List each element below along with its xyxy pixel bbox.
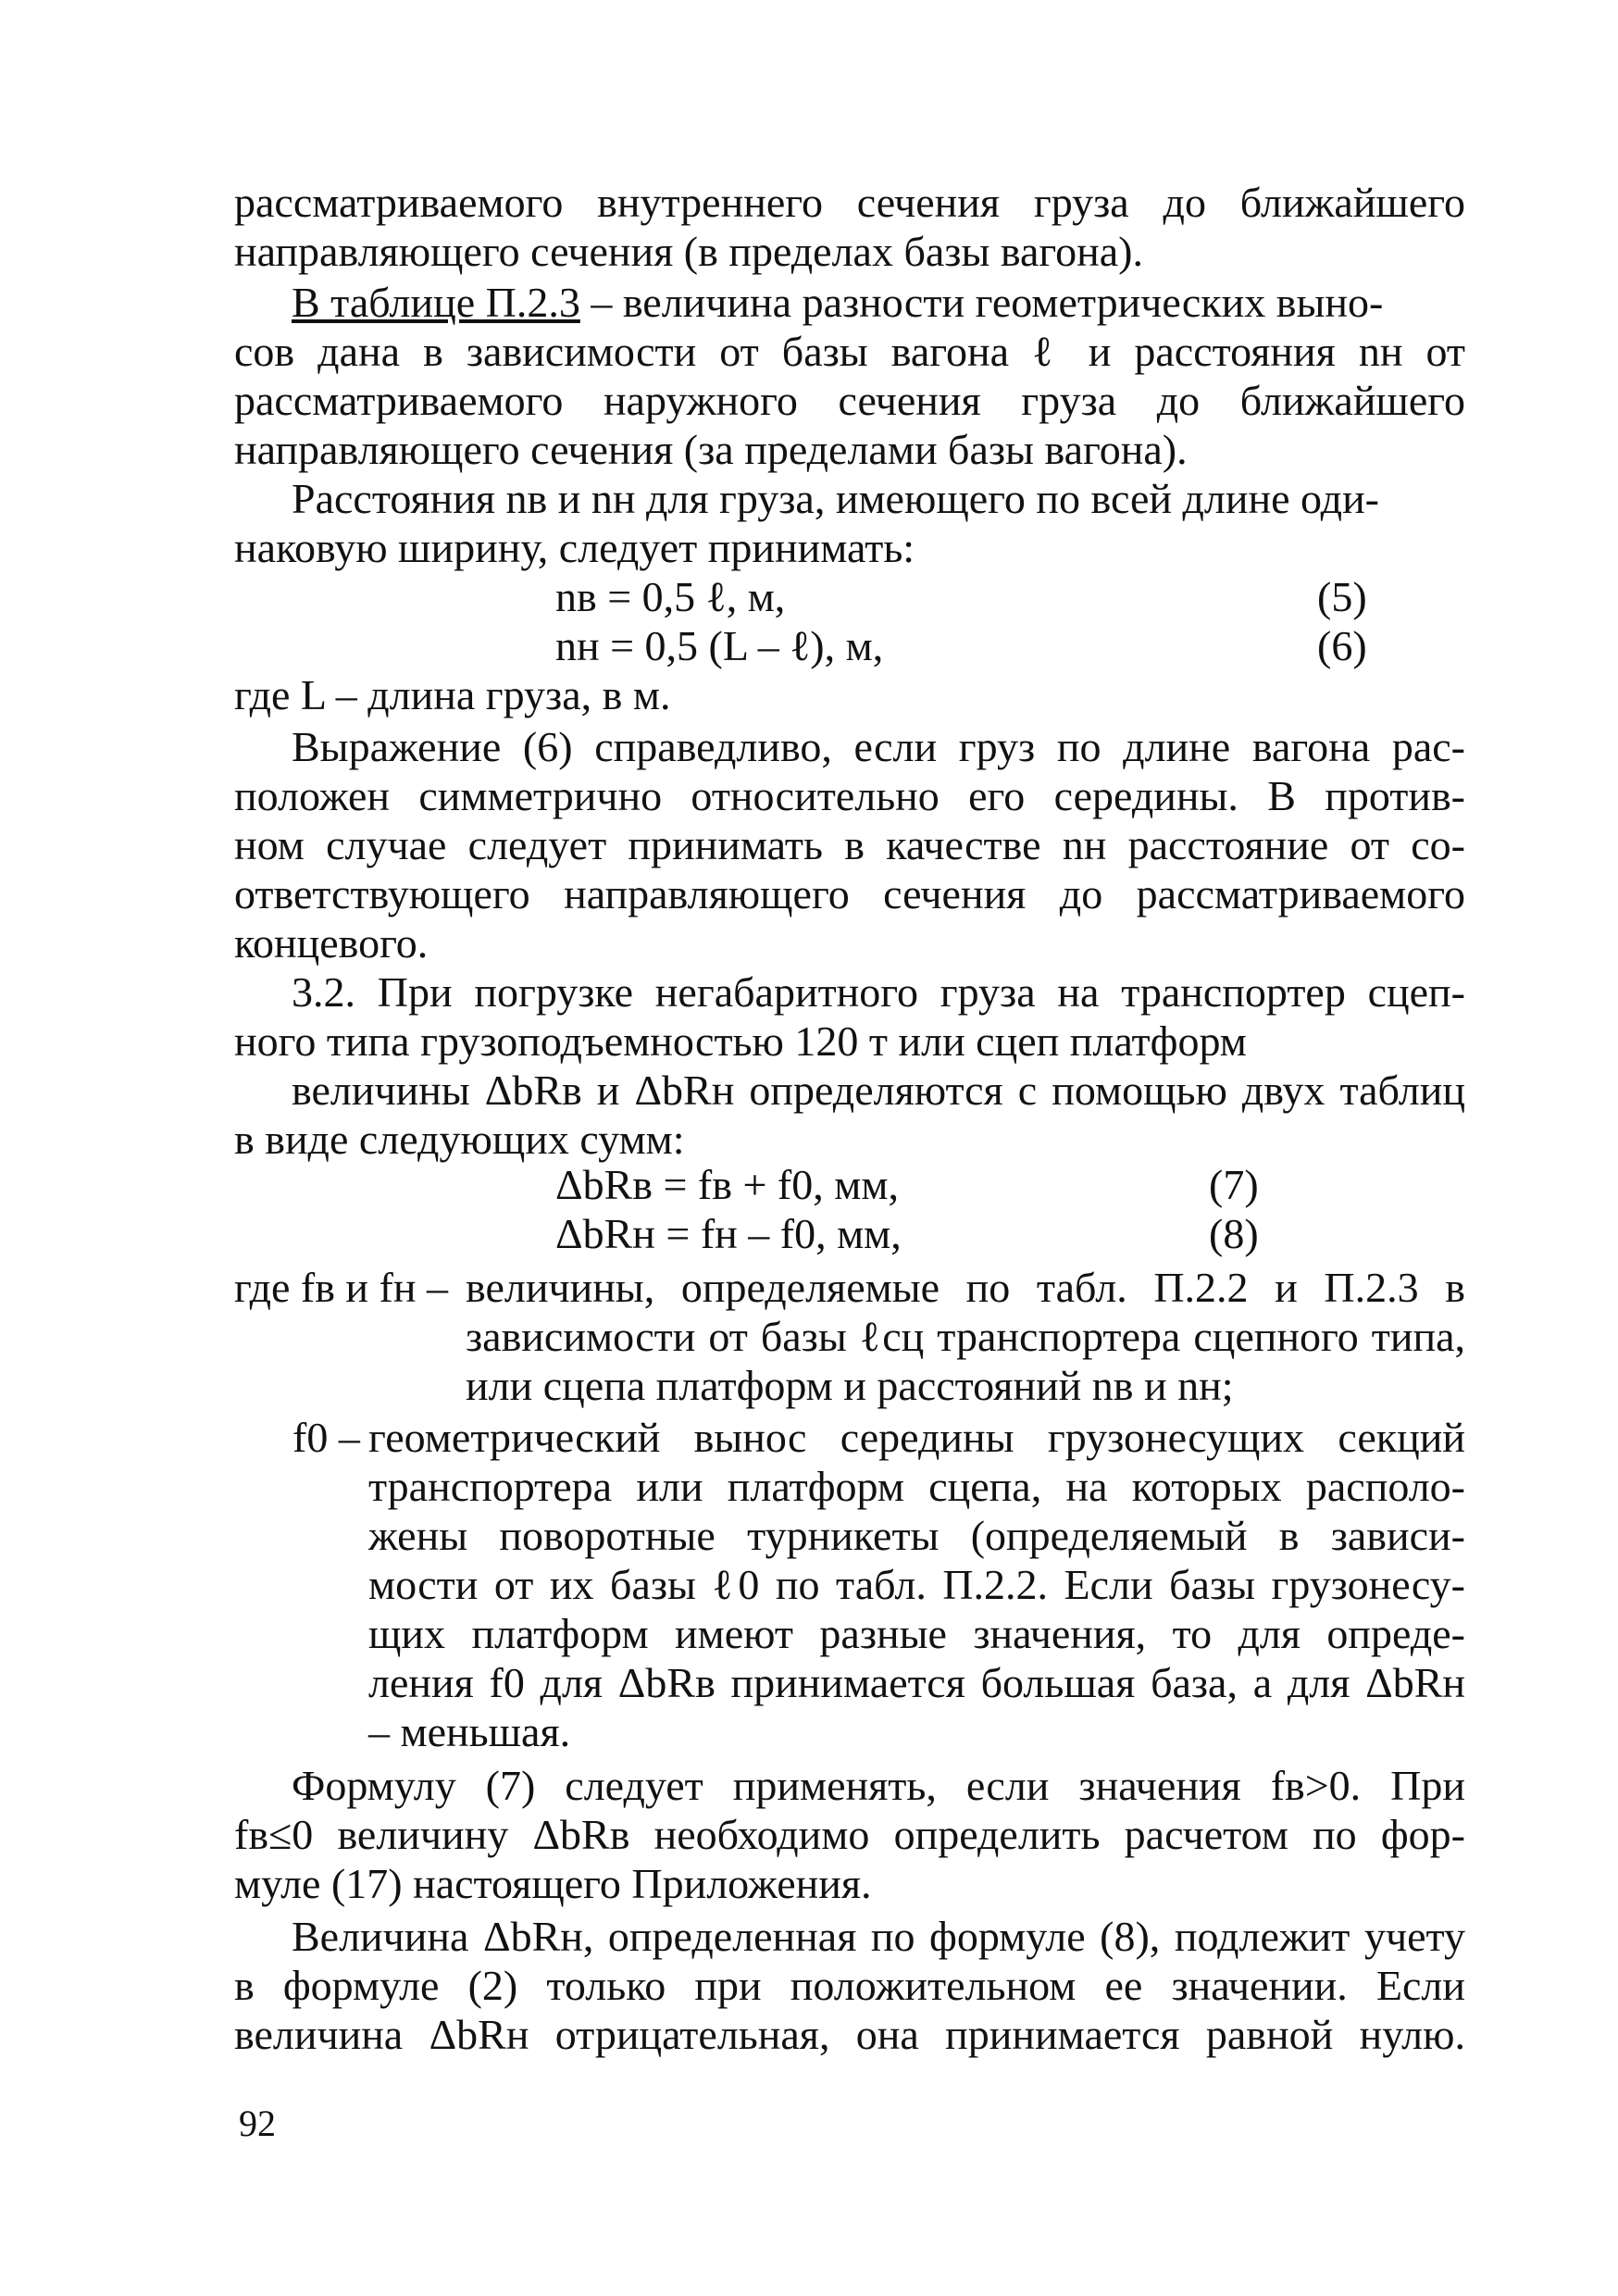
definition-block bbox=[466, 1263, 1465, 1410]
text-line: сов дана в зависимости от базы вагона ℓ и расстояния nн от bbox=[234, 328, 1465, 375]
text-line: ном случае следует принимать в качестве nн расстояние от со- bbox=[234, 821, 1465, 868]
text-line: рассматриваемого наружного сечения груза до ближайшего bbox=[234, 377, 1465, 424]
text-line: величины ΔbRв и ΔbRн определяются с помощью двух таблиц bbox=[292, 1067, 1465, 1114]
table-reference-link[interactable]: В таблице П.2.3 bbox=[292, 279, 580, 326]
definition-lead: f0 – bbox=[292, 1414, 360, 1461]
paragraph-1 bbox=[234, 178, 1465, 276]
text-line: муле (17) настоящего Приложения. bbox=[234, 1860, 872, 1907]
text-line: Расстояния nв и nн для груза, имеющего по всей длине оди- bbox=[292, 475, 1379, 522]
formula-5-number: (5) bbox=[1317, 573, 1367, 620]
text-line: где L – длина груза, в м. bbox=[234, 671, 671, 718]
formula-6-number: (6) bbox=[1317, 622, 1367, 669]
paragraph-3 bbox=[234, 474, 1465, 572]
text-line: 3.2. При погрузке негабаритного груза на транспортер сцеп- bbox=[292, 968, 1465, 1016]
text-fragment: – величина разности геометрических выно- bbox=[579, 279, 1384, 326]
formula-7-number: (7) bbox=[1209, 1161, 1259, 1208]
page-number: 92 bbox=[239, 2103, 276, 2144]
text-line bbox=[234, 278, 1465, 327]
text-line: Величина ΔbRн, определенная по формуле (8), подлежит учету bbox=[292, 1913, 1465, 1960]
formula-5: nв = 0,5 ℓ, м, bbox=[555, 573, 786, 620]
text-line: или сцепа платформ и расстояний nв и nн; bbox=[466, 1362, 1234, 1409]
definition-lead: где fв и fн – bbox=[234, 1264, 448, 1311]
paragraph-5 bbox=[234, 722, 1465, 967]
text-line: ления f0 для ΔbRв принимается большая база, а для ΔbRн bbox=[368, 1659, 1465, 1706]
text-line: щих платформ имеют разные значения, то для опреде- bbox=[368, 1610, 1465, 1657]
text-line: fв≤0 величину ΔbRв необходимо определить расчетом по фор- bbox=[234, 1811, 1465, 1858]
text-line: величины, определяемые по табл. П.2.2 и П.2.3 в bbox=[466, 1264, 1465, 1311]
formula-6: nн = 0,5 (L – ℓ), м, bbox=[555, 622, 884, 669]
text-line: Формулу (7) следует применять, если значения fв>0. При bbox=[292, 1762, 1465, 1809]
definition-block bbox=[368, 1413, 1465, 1756]
text-line: положен симметрично относительно его середины. В против- bbox=[234, 772, 1465, 819]
text-line: направляющего сечения (за пределами базы вагона). bbox=[234, 426, 1188, 473]
text-line: Выражение (6) справедливо, если груз по длине вагона рас- bbox=[292, 723, 1465, 770]
text-line: величина ΔbRн отрицательная, она принимается равной нулю. bbox=[234, 2011, 1465, 2058]
text-line: – меньшая. bbox=[368, 1708, 571, 1755]
text-line: геометрический вынос середины грузонесущих секций bbox=[368, 1414, 1465, 1461]
paragraph-4 bbox=[234, 670, 1465, 719]
text-line: рассматриваемого внутреннего сечения груза до ближайшего bbox=[234, 179, 1465, 226]
text-line: транспортера или платформ сцепа, на которых располо- bbox=[368, 1463, 1465, 1510]
formula-7: ΔbRв = fв + f0, мм, bbox=[555, 1161, 899, 1208]
text-line: в виде следующих сумм: bbox=[234, 1116, 685, 1163]
paragraph-6 bbox=[234, 967, 1465, 1164]
text-line: мости от их базы ℓ0 по табл. П.2.2. Если базы грузонесу- bbox=[368, 1561, 1465, 1608]
text-line: в формуле (2) только при положительном ее значении. Если bbox=[234, 1962, 1465, 2009]
text-line: концевого. bbox=[234, 919, 429, 967]
text-line: жены поворотные турникеты (определяемый в зависи- bbox=[368, 1512, 1465, 1559]
paragraph-10 bbox=[234, 1912, 1465, 2059]
text-line: направляющего сечения (в пределах базы вагона). bbox=[234, 228, 1143, 275]
text-line: ного типа грузоподъемностью 120 т или сцеп платформ bbox=[234, 1017, 1247, 1065]
formula-8: ΔbRн = fн – f0, мм, bbox=[555, 1210, 902, 1257]
text-line: ответствующего направляющего сечения до рассматриваемого bbox=[234, 870, 1465, 917]
paragraph-9 bbox=[234, 1761, 1465, 1908]
paragraph-2 bbox=[234, 278, 1465, 474]
formula-8-number: (8) bbox=[1209, 1210, 1259, 1257]
text-line: наковую ширину, следует принимать: bbox=[234, 524, 915, 571]
text-line: зависимости от базы ℓсц транспортера сцепного типа, bbox=[466, 1313, 1465, 1360]
